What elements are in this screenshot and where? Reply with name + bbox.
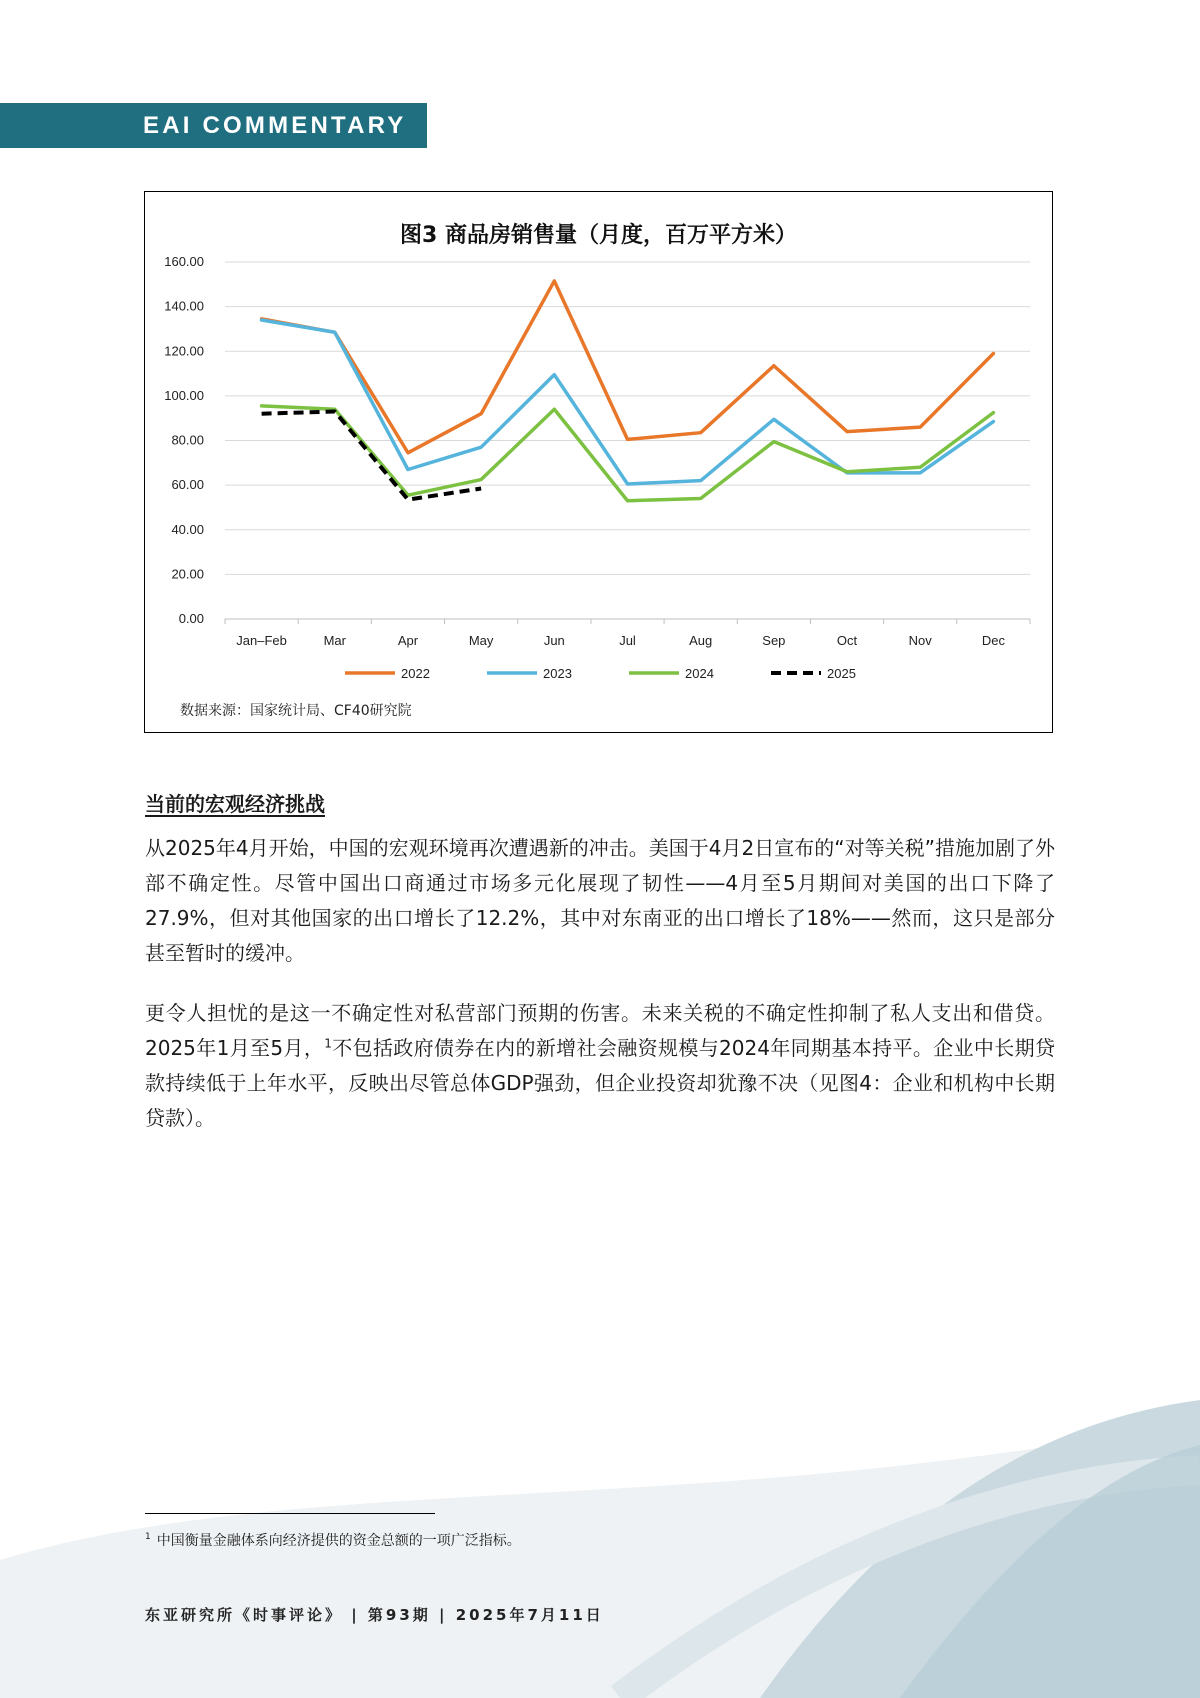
source-note: 数据来源：国家统计局、CF40研究院 bbox=[180, 703, 412, 719]
legend-label-2024: 2024 bbox=[685, 666, 714, 681]
x-tick-label: Apr bbox=[397, 633, 419, 648]
x-tick-label: Jan–Feb bbox=[236, 633, 287, 648]
x-tick-label: May bbox=[468, 633, 494, 648]
line-chart bbox=[145, 192, 1051, 731]
footnote-divider bbox=[145, 1513, 435, 1514]
banner-text: EAI COMMENTARY bbox=[143, 111, 407, 139]
section-heading: 当前的宏观经济挑战 bbox=[145, 792, 325, 816]
y-tick-label: 140.00 bbox=[164, 298, 204, 314]
figure-3-chart bbox=[144, 191, 1053, 733]
chart-title: 图3 商品房销售量（月度，百万平方米） bbox=[400, 223, 797, 248]
y-tick-label: 120.00 bbox=[164, 343, 204, 359]
legend-label-2022: 2022 bbox=[401, 666, 430, 681]
legend-label-2023: 2023 bbox=[543, 666, 572, 681]
y-tick-label: 160.00 bbox=[164, 254, 204, 269]
y-tick-label: 60.00 bbox=[171, 477, 204, 493]
paragraph-2 bbox=[145, 996, 1055, 1136]
legend-label-2025: 2025 bbox=[827, 666, 856, 681]
x-tick-label: Sep bbox=[762, 633, 786, 648]
x-tick-label: Nov bbox=[908, 633, 932, 648]
footnote-reference[interactable]: 1 bbox=[324, 1036, 332, 1051]
x-tick-label: Mar bbox=[323, 633, 346, 648]
footnote bbox=[145, 1530, 521, 1550]
y-tick-label: 40.00 bbox=[171, 521, 204, 537]
x-tick-label: Dec bbox=[981, 633, 1005, 648]
series-line-2023 bbox=[262, 320, 994, 484]
y-tick-label: 100.00 bbox=[164, 387, 204, 403]
footnote-number: 1 bbox=[145, 1532, 151, 1543]
y-tick-label: 80.00 bbox=[171, 432, 204, 448]
x-tick-label: Aug bbox=[689, 633, 713, 648]
x-tick-label: Oct bbox=[836, 633, 858, 648]
eai-commentary-banner bbox=[0, 103, 427, 148]
y-tick-label: 0.00 bbox=[178, 611, 204, 626]
paragraph-2-part-a: 更令人担忧的是这一不确定性对私营部门预期的伤害。未来关税的不确定性抑制了私人支出和借贷。2025年1月至5月， bbox=[145, 1001, 1055, 1060]
x-tick-label: Jun bbox=[543, 633, 565, 648]
page-footer: 东亚研究所《时事评论》 | 第93期 | 2025年7月11日 bbox=[145, 1606, 604, 1624]
paragraph-1: 从2025年4月开始，中国的宏观环境再次遭遇新的冲击。美国于4月2日宣布的“对等关税”措施加剧了外部不确定性。尽管中国出口商通过市场多元化展现了韧性——4月至5月期间对美国的出口下降了27.9%，但对其他国家的出口增长了12.2%，其中对东南亚的出口增长了18%——然而，这只是部分甚至暂时的缓冲。 bbox=[145, 836, 1055, 965]
paragraph-2-part-b: 不包括政府债券在内的新增社会融资规模与2024年同期基本持平。企业中长期贷款持续低于上年水平，反映出尽管总体GDP强劲，但企业投资却犹豫不决（见图4：企业和机构中长期贷款）。 bbox=[145, 1036, 1055, 1130]
x-tick-label: Jul bbox=[619, 633, 636, 648]
footnote-text: 中国衡量金融体系向经济提供的资金总额的一项广泛指标。 bbox=[156, 1533, 521, 1549]
y-tick-label: 20.00 bbox=[171, 566, 204, 582]
